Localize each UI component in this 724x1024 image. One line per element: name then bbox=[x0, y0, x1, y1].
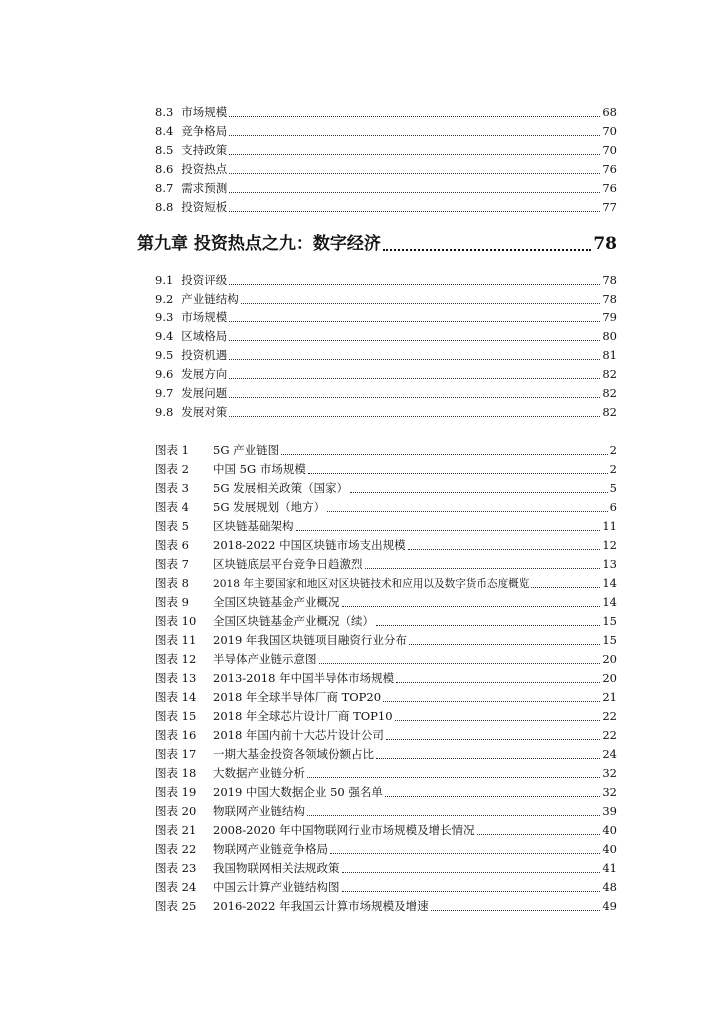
toc-entry[interactable] bbox=[155, 179, 617, 197]
entry-page: 82 bbox=[602, 386, 617, 400]
figure-page: 5 bbox=[609, 481, 617, 495]
figure-entry[interactable] bbox=[155, 726, 617, 744]
entry-number: 8.6 bbox=[155, 162, 174, 176]
entry-label: 投资机遇 bbox=[181, 348, 228, 362]
figure-entry[interactable] bbox=[155, 840, 617, 858]
figure-entry[interactable] bbox=[155, 555, 617, 573]
figure-entry[interactable] bbox=[155, 479, 617, 497]
figure-number: 图表 6 bbox=[155, 538, 189, 552]
entry-number: 8.8 bbox=[155, 200, 174, 214]
entry-label: 需求预测 bbox=[181, 181, 228, 195]
toc-entry[interactable] bbox=[155, 141, 617, 159]
toc-entry[interactable] bbox=[155, 290, 617, 308]
figure-label: 区块链基础架构 bbox=[213, 519, 294, 533]
entry-label: 产业链结构 bbox=[181, 292, 239, 306]
dot-leader bbox=[319, 663, 601, 664]
figure-number: 图表 25 bbox=[155, 899, 197, 913]
entry-number: 9.3 bbox=[155, 310, 174, 324]
dot-leader bbox=[531, 587, 600, 588]
entry-number: 9.4 bbox=[155, 329, 174, 343]
figure-number: 图表 20 bbox=[155, 804, 197, 818]
figure-label: 区块链底层平台竞争日趋激烈 bbox=[213, 557, 363, 571]
entry-page: 78 bbox=[602, 292, 617, 306]
dot-leader bbox=[241, 303, 601, 304]
toc-entry[interactable] bbox=[155, 346, 617, 364]
figure-label: 物联网产业链竞争格局 bbox=[213, 842, 328, 856]
figure-page: 11 bbox=[602, 519, 617, 533]
figure-entry[interactable] bbox=[155, 669, 617, 687]
dot-leader bbox=[342, 891, 601, 892]
figure-page: 32 bbox=[602, 766, 617, 780]
dot-leader bbox=[229, 154, 600, 155]
figure-number: 图表 22 bbox=[155, 842, 197, 856]
toc-entry[interactable] bbox=[155, 160, 617, 178]
figure-label: 5G 产业链图 bbox=[213, 443, 280, 457]
entry-label: 竞争格局 bbox=[181, 124, 228, 138]
dot-leader bbox=[229, 173, 600, 174]
entry-label: 投资评级 bbox=[181, 273, 228, 287]
figure-number: 图表 4 bbox=[155, 500, 189, 514]
figure-entry[interactable] bbox=[155, 460, 617, 478]
entry-label: 市场规模 bbox=[181, 105, 228, 119]
dot-leader bbox=[229, 378, 600, 379]
figure-label: 中国 5G 市场规模 bbox=[213, 462, 306, 476]
figure-entry[interactable] bbox=[155, 612, 617, 630]
dot-leader bbox=[229, 321, 600, 322]
figure-entry[interactable] bbox=[155, 650, 617, 668]
figure-entry[interactable] bbox=[155, 707, 617, 725]
entry-page: 76 bbox=[602, 181, 617, 195]
figure-entry[interactable] bbox=[155, 878, 617, 896]
figure-label: 大数据产业链分析 bbox=[213, 766, 305, 780]
dot-leader bbox=[229, 397, 600, 398]
figure-number: 图表 9 bbox=[155, 595, 189, 609]
toc-entry[interactable] bbox=[155, 103, 617, 121]
figure-label: 5G 发展相关政策（国家） bbox=[213, 481, 349, 495]
figure-page: 15 bbox=[602, 633, 617, 647]
figure-number: 图表 19 bbox=[155, 785, 197, 799]
figure-entry[interactable] bbox=[155, 764, 617, 782]
entry-number: 9.8 bbox=[155, 405, 174, 419]
figure-page: 2 bbox=[609, 462, 617, 476]
figure-page: 40 bbox=[602, 842, 617, 856]
dot-leader bbox=[395, 720, 601, 721]
figure-label: 一期大基金投资各领域份额占比 bbox=[213, 747, 374, 761]
figure-page: 20 bbox=[602, 652, 617, 666]
entry-page: 78 bbox=[602, 273, 617, 287]
entry-page: 77 bbox=[602, 200, 617, 214]
dot-leader bbox=[342, 872, 601, 873]
figure-number: 图表 24 bbox=[155, 880, 197, 894]
figure-entry[interactable] bbox=[155, 783, 617, 801]
dot-leader bbox=[383, 249, 591, 251]
figure-label: 2018 年国内前十大芯片设计公司 bbox=[213, 728, 384, 742]
toc-entry[interactable] bbox=[155, 365, 617, 383]
figure-entry[interactable] bbox=[155, 859, 617, 877]
dot-leader bbox=[229, 284, 600, 285]
entry-page: 79 bbox=[602, 310, 617, 324]
entry-page: 82 bbox=[602, 405, 617, 419]
figure-number: 图表 14 bbox=[155, 690, 197, 704]
entry-number: 9.2 bbox=[155, 292, 174, 306]
dot-leader bbox=[342, 606, 601, 607]
figure-page: 14 bbox=[602, 595, 617, 609]
dot-leader bbox=[350, 492, 608, 493]
figure-number: 图表 3 bbox=[155, 481, 189, 495]
figure-label: 中国云计算产业链结构图 bbox=[213, 880, 340, 894]
figure-page: 40 bbox=[602, 823, 617, 837]
toc-entry[interactable] bbox=[155, 271, 617, 289]
entry-label: 支持政策 bbox=[181, 143, 228, 157]
figure-label: 2018-2022 中国区块链市场支出规模 bbox=[213, 538, 406, 552]
dot-leader bbox=[308, 473, 608, 474]
entry-number: 9.1 bbox=[155, 273, 174, 287]
figure-entry[interactable] bbox=[155, 498, 617, 516]
figure-number: 图表 16 bbox=[155, 728, 197, 742]
figure-number: 图表 12 bbox=[155, 652, 197, 666]
dot-leader bbox=[307, 815, 600, 816]
figure-number: 图表 1 bbox=[155, 443, 189, 457]
figure-number: 图表 5 bbox=[155, 519, 189, 533]
entry-number: 8.5 bbox=[155, 143, 174, 157]
figure-entry[interactable] bbox=[155, 802, 617, 820]
dot-leader bbox=[376, 625, 600, 626]
figure-entry[interactable] bbox=[155, 517, 617, 535]
entry-label: 发展问题 bbox=[181, 386, 228, 400]
figure-label: 2019 中国大数据企业 50 强名单 bbox=[213, 785, 383, 799]
figure-page: 13 bbox=[602, 557, 617, 571]
figure-page: 15 bbox=[602, 614, 617, 628]
chapter-title: 第九章 投资热点之九：数字经济 bbox=[137, 234, 381, 254]
figure-label: 物联网产业链结构 bbox=[213, 804, 305, 818]
figure-entry[interactable] bbox=[155, 821, 617, 839]
dot-leader bbox=[396, 682, 600, 683]
figure-page: 22 bbox=[602, 728, 617, 742]
toc-entry[interactable] bbox=[155, 403, 617, 421]
figure-page: 12 bbox=[602, 538, 617, 552]
figure-entry[interactable] bbox=[155, 441, 617, 459]
dot-leader bbox=[376, 758, 600, 759]
figure-number: 图表 2 bbox=[155, 462, 189, 476]
figure-number: 图表 8 bbox=[155, 576, 189, 590]
dot-leader bbox=[386, 739, 600, 740]
entry-number: 9.5 bbox=[155, 348, 174, 362]
figure-label: 2019 年我国区块链项目融资行业分布 bbox=[213, 633, 407, 647]
figure-page: 14 bbox=[602, 576, 617, 590]
figure-label: 半导体产业链示意图 bbox=[213, 652, 317, 666]
figure-label: 5G 发展规划（地方） bbox=[213, 500, 326, 514]
toc-entry[interactable] bbox=[155, 122, 617, 140]
figure-number: 图表 11 bbox=[155, 633, 197, 647]
toc-entry[interactable] bbox=[155, 384, 617, 402]
figure-page: 41 bbox=[602, 861, 617, 875]
figure-entry[interactable] bbox=[155, 897, 617, 915]
toc-entry[interactable] bbox=[155, 308, 617, 326]
figure-label: 2018 年全球半导体厂商 TOP20 bbox=[213, 690, 382, 704]
figure-number: 图表 13 bbox=[155, 671, 197, 685]
dot-leader bbox=[408, 549, 601, 550]
figure-page: 48 bbox=[602, 880, 617, 894]
figure-number: 图表 17 bbox=[155, 747, 197, 761]
figure-page: 32 bbox=[602, 785, 617, 799]
figure-label: 我国物联网相关法规政策 bbox=[213, 861, 340, 875]
figure-label: 2018 年全球芯片设计厂商 TOP10 bbox=[213, 709, 393, 723]
figure-page: 39 bbox=[602, 804, 617, 818]
figure-entry[interactable] bbox=[155, 593, 617, 611]
figure-number: 图表 10 bbox=[155, 614, 197, 628]
chapter-page: 78 bbox=[593, 234, 617, 254]
figure-number: 图表 7 bbox=[155, 557, 189, 571]
dot-leader bbox=[229, 340, 600, 341]
dot-leader bbox=[296, 530, 601, 531]
figure-number: 图表 15 bbox=[155, 709, 197, 723]
figure-entry[interactable] bbox=[155, 745, 617, 763]
entry-label: 发展对策 bbox=[181, 405, 228, 419]
figure-page: 24 bbox=[602, 747, 617, 761]
dot-leader bbox=[365, 568, 601, 569]
dot-leader bbox=[385, 796, 600, 797]
dot-leader bbox=[229, 416, 600, 417]
entry-page: 76 bbox=[602, 162, 617, 176]
figure-number: 图表 18 bbox=[155, 766, 197, 780]
figure-entry[interactable] bbox=[155, 574, 617, 592]
dot-leader bbox=[330, 853, 600, 854]
figure-entry[interactable] bbox=[155, 631, 617, 649]
entry-number: 8.4 bbox=[155, 124, 174, 138]
entry-number: 9.6 bbox=[155, 367, 174, 381]
toc-entry[interactable] bbox=[155, 327, 617, 345]
dot-leader bbox=[229, 135, 600, 136]
dot-leader bbox=[431, 910, 601, 911]
dot-leader bbox=[477, 834, 601, 835]
figure-number: 图表 23 bbox=[155, 861, 197, 875]
figure-page: 2 bbox=[609, 443, 617, 457]
entry-page: 80 bbox=[602, 329, 617, 343]
dot-leader bbox=[229, 359, 600, 360]
dot-leader bbox=[281, 454, 608, 455]
dot-leader bbox=[409, 644, 600, 645]
dot-leader bbox=[327, 511, 608, 512]
dot-leader bbox=[229, 211, 600, 212]
figure-page: 49 bbox=[602, 899, 617, 913]
entry-number: 8.7 bbox=[155, 181, 174, 195]
figure-label: 2008-2020 年中国物联网行业市场规模及增长情况 bbox=[213, 823, 475, 837]
dot-leader bbox=[383, 701, 600, 702]
figure-number: 图表 21 bbox=[155, 823, 197, 837]
entry-page: 68 bbox=[602, 105, 617, 119]
figure-label: 全国区块链基金产业概况 bbox=[213, 595, 340, 609]
entry-label: 区域格局 bbox=[181, 329, 228, 343]
entry-page: 70 bbox=[602, 143, 617, 157]
entry-page: 70 bbox=[602, 124, 617, 138]
figure-page: 21 bbox=[602, 690, 617, 704]
dot-leader bbox=[307, 777, 600, 778]
figure-page: 6 bbox=[609, 500, 617, 514]
dot-leader bbox=[229, 192, 600, 193]
dot-leader bbox=[229, 116, 600, 117]
toc-entry[interactable] bbox=[155, 198, 617, 216]
entry-label: 市场规模 bbox=[181, 310, 228, 324]
entry-label: 投资热点 bbox=[181, 162, 228, 176]
figure-label: 2016-2022 年我国云计算市场规模及增速 bbox=[213, 899, 429, 913]
figure-label: 全国区块链基金产业概况（续） bbox=[213, 614, 374, 628]
figure-label: 2018 年主要国家和地区对区块链技术和应用以及数字货币态度概览 bbox=[213, 578, 530, 590]
entry-page: 82 bbox=[602, 367, 617, 381]
entry-number: 8.3 bbox=[155, 105, 174, 119]
chapter-heading[interactable] bbox=[137, 232, 617, 256]
entry-label: 发展方向 bbox=[181, 367, 228, 381]
figure-page: 22 bbox=[602, 709, 617, 723]
figure-page: 20 bbox=[602, 671, 617, 685]
entry-label: 投资短板 bbox=[181, 200, 228, 214]
figure-entry[interactable] bbox=[155, 536, 617, 554]
figure-entry[interactable] bbox=[155, 688, 617, 706]
entry-number: 9.7 bbox=[155, 386, 174, 400]
figure-label: 2013-2018 年中国半导体市场规模 bbox=[213, 671, 395, 685]
entry-page: 81 bbox=[602, 348, 617, 362]
